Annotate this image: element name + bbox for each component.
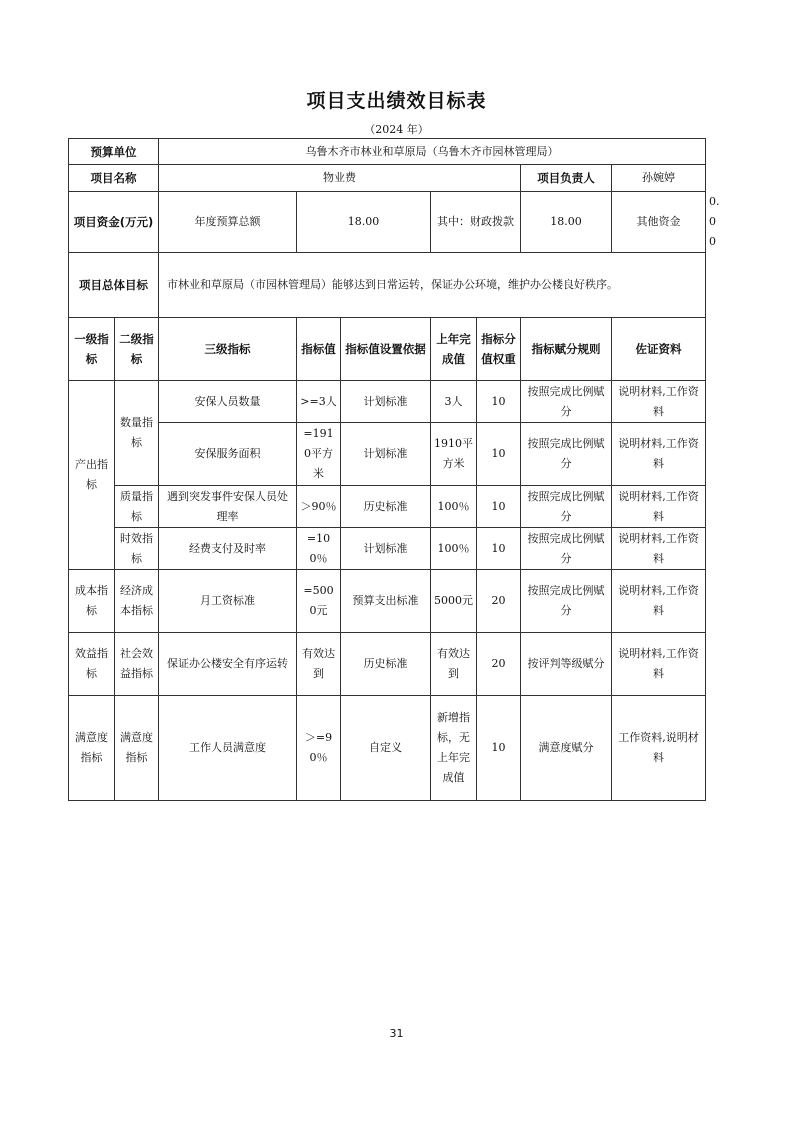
- indicator-value: =5000元: [297, 570, 341, 633]
- page-number: 31: [389, 1027, 404, 1040]
- indicator-value: ＞=90％: [297, 696, 341, 801]
- indicator-weight: 10: [477, 381, 521, 423]
- group-econ-cost: 经济成本指标: [115, 570, 159, 633]
- indicator-basis: 计划标准: [341, 381, 431, 423]
- table-row: [69, 381, 706, 423]
- performance-target-table: 预算单位 乌鲁木齐市林业和草原局（乌鲁木齐市园林管理局） 项目名称 物业费 项目负责人 孙婉婷 项目资金(万元) 年度预算总额 18.00 其中：财政拨款 18.00 其他资金 0.00 项目总体目标 市林业和草原局（市园林管理局）能够达到日常运转，保证办公环境，维护办公楼良好秩序。 一级指标 二级指标 三级指标 指标值 指标值设置依据 上年完成值 指标分值权重 指标赋分规则 佐证资料 产出指标 数量指标 安保人员数量 >=3人 计划标准 3人 10 按照完成比例赋分 说明材料,工作资料 安保服务面积 =1910平方米 计划标准 1910平方米 10 按照完成比例赋分 说明材料,工作资料 质量指标 遇到突发事件安保人员处理率 ＞90％ 历史标准 100％ 10 按照完成比例赋分 说明材料,工作资料 时效指标 经费支付及时率 =100％ 计划标准 100％ 10 按照完成比例赋分 说明材料,工作资料 成本指标 经济成本指标 月工资标准 =5000元 预算支出标准 5000元 20 按照完成比例赋分 说明材料,工作资料 效益指标 社会效益指标 保证办公楼安全有序运转 有效达到 历史标准 有效达到 20 按评判等级赋分 说明材料,工作资料 满意度指标 满意度指标 工作人员满意度 ＞=90％ 自定义 新增指标，无上年完成值 10 满意度赋分 工作资料,说明材料: [68, 138, 706, 801]
- year-label: （2024 年）: [364, 123, 429, 136]
- indicator-name: 安保服务面积: [159, 423, 297, 486]
- indicator-name: 保证办公楼安全有序运转: [159, 633, 297, 696]
- page-title: 项目支出绩效目标表: [306, 90, 487, 112]
- annual-budget-value: 18.00: [297, 192, 431, 253]
- col-header-level3: 三级指标: [159, 318, 297, 381]
- table-row: [69, 570, 706, 633]
- indicator-value: ＞90％: [297, 486, 341, 528]
- indicator-last-year: 5000元: [431, 570, 477, 633]
- indicator-evidence: 说明材料,工作资料: [612, 570, 706, 633]
- table-row: [69, 486, 706, 528]
- unit-value: 乌鲁木齐市林业和草原局（乌鲁木齐市园林管理局）: [159, 139, 706, 165]
- indicator-evidence: 工作资料,说明材料: [612, 696, 706, 801]
- col-header-basis: 指标值设置依据: [341, 318, 431, 381]
- indicator-basis: 预算支出标准: [341, 570, 431, 633]
- indicator-basis: 历史标准: [341, 486, 431, 528]
- indicator-value: =100％: [297, 528, 341, 570]
- indicator-value: 有效达到: [297, 633, 341, 696]
- indicator-last-year: 100％: [431, 528, 477, 570]
- col-header-weight: 指标分值权重: [477, 318, 521, 381]
- project-owner-value: 孙婉婷: [612, 165, 706, 192]
- indicator-rule: 按照完成比例赋分: [521, 486, 612, 528]
- indicator-basis: 计划标准: [341, 423, 431, 486]
- project-name-value: 物业费: [159, 165, 521, 192]
- project-fund-label: 项目资金(万元): [69, 192, 159, 253]
- indicator-weight: 20: [477, 633, 521, 696]
- indicator-last-year: 3人: [431, 381, 477, 423]
- indicator-last-year: 有效达到: [431, 633, 477, 696]
- table-row: [69, 696, 706, 801]
- indicator-rule: 按照完成比例赋分: [521, 381, 612, 423]
- indicator-weight: 10: [477, 423, 521, 486]
- group-timeliness: 时效指标: [115, 528, 159, 570]
- fiscal-allocation-value: 18.00: [521, 192, 612, 253]
- indicator-rule: 满意度赋分: [521, 696, 612, 801]
- indicator-name: 工作人员满意度: [159, 696, 297, 801]
- indicator-evidence: 说明材料,工作资料: [612, 528, 706, 570]
- indicator-basis: 计划标准: [341, 528, 431, 570]
- col-header-last-year: 上年完成值: [431, 318, 477, 381]
- indicator-last-year: 100％: [431, 486, 477, 528]
- indicator-rule: 按照完成比例赋分: [521, 528, 612, 570]
- annual-budget-label: 年度预算总额: [159, 192, 297, 253]
- indicator-name: 安保人员数量: [159, 381, 297, 423]
- indicator-weight: 10: [477, 696, 521, 801]
- table-row: [69, 528, 706, 570]
- group-satisfaction-2: 满意度指标: [115, 696, 159, 801]
- col-header-evidence: 佐证资料: [612, 318, 706, 381]
- indicator-rule: 按照完成比例赋分: [521, 423, 612, 486]
- indicator-rule: 按评判等级赋分: [521, 633, 612, 696]
- other-funds-label: 其他资金: [612, 192, 706, 253]
- col-header-level2: 二级指标: [115, 318, 159, 381]
- group-quality: 质量指标: [115, 486, 159, 528]
- project-owner-label: 项目负责人: [521, 165, 612, 192]
- indicator-evidence: 说明材料,工作资料: [612, 423, 706, 486]
- project-name-label: 项目名称: [69, 165, 159, 192]
- group-quantity: 数量指标: [115, 381, 159, 486]
- indicator-name: 月工资标准: [159, 570, 297, 633]
- col-header-level1: 一级指标: [69, 318, 115, 381]
- indicator-basis: 自定义: [341, 696, 431, 801]
- indicator-weight: 20: [477, 570, 521, 633]
- indicator-evidence: 说明材料,工作资料: [612, 633, 706, 696]
- group-cost: 成本指标: [69, 570, 115, 633]
- group-social-benefit: 社会效益指标: [115, 633, 159, 696]
- group-satisfaction: 满意度指标: [69, 696, 115, 801]
- overall-goal-label: 项目总体目标: [69, 253, 159, 318]
- col-header-value: 指标值: [297, 318, 341, 381]
- indicator-value: >=3人: [297, 381, 341, 423]
- unit-label: 预算单位: [69, 139, 159, 165]
- group-benefit: 效益指标: [69, 633, 115, 696]
- indicator-weight: 10: [477, 486, 521, 528]
- indicator-last-year: 新增指标，无上年完成值: [431, 696, 477, 801]
- indicator-weight: 10: [477, 528, 521, 570]
- indicator-basis: 历史标准: [341, 633, 431, 696]
- fiscal-allocation-label: 其中：财政拨款: [431, 192, 521, 253]
- group-output: 产出指标: [69, 381, 115, 570]
- indicator-rule: 按照完成比例赋分: [521, 570, 612, 633]
- indicator-name: 遇到突发事件安保人员处理率: [159, 486, 297, 528]
- indicator-value: =1910平方米: [297, 423, 341, 486]
- indicator-evidence: 说明材料,工作资料: [612, 486, 706, 528]
- overall-goal-value: 市林业和草原局（市园林管理局）能够达到日常运转，保证办公环境，维护办公楼良好秩序。: [159, 253, 706, 318]
- indicator-name: 经费支付及时率: [159, 528, 297, 570]
- table-row: [69, 423, 706, 486]
- table-row: [69, 633, 706, 696]
- indicator-last-year: 1910平方米: [431, 423, 477, 486]
- col-header-rule: 指标赋分规则: [521, 318, 612, 381]
- indicator-evidence: 说明材料,工作资料: [612, 381, 706, 423]
